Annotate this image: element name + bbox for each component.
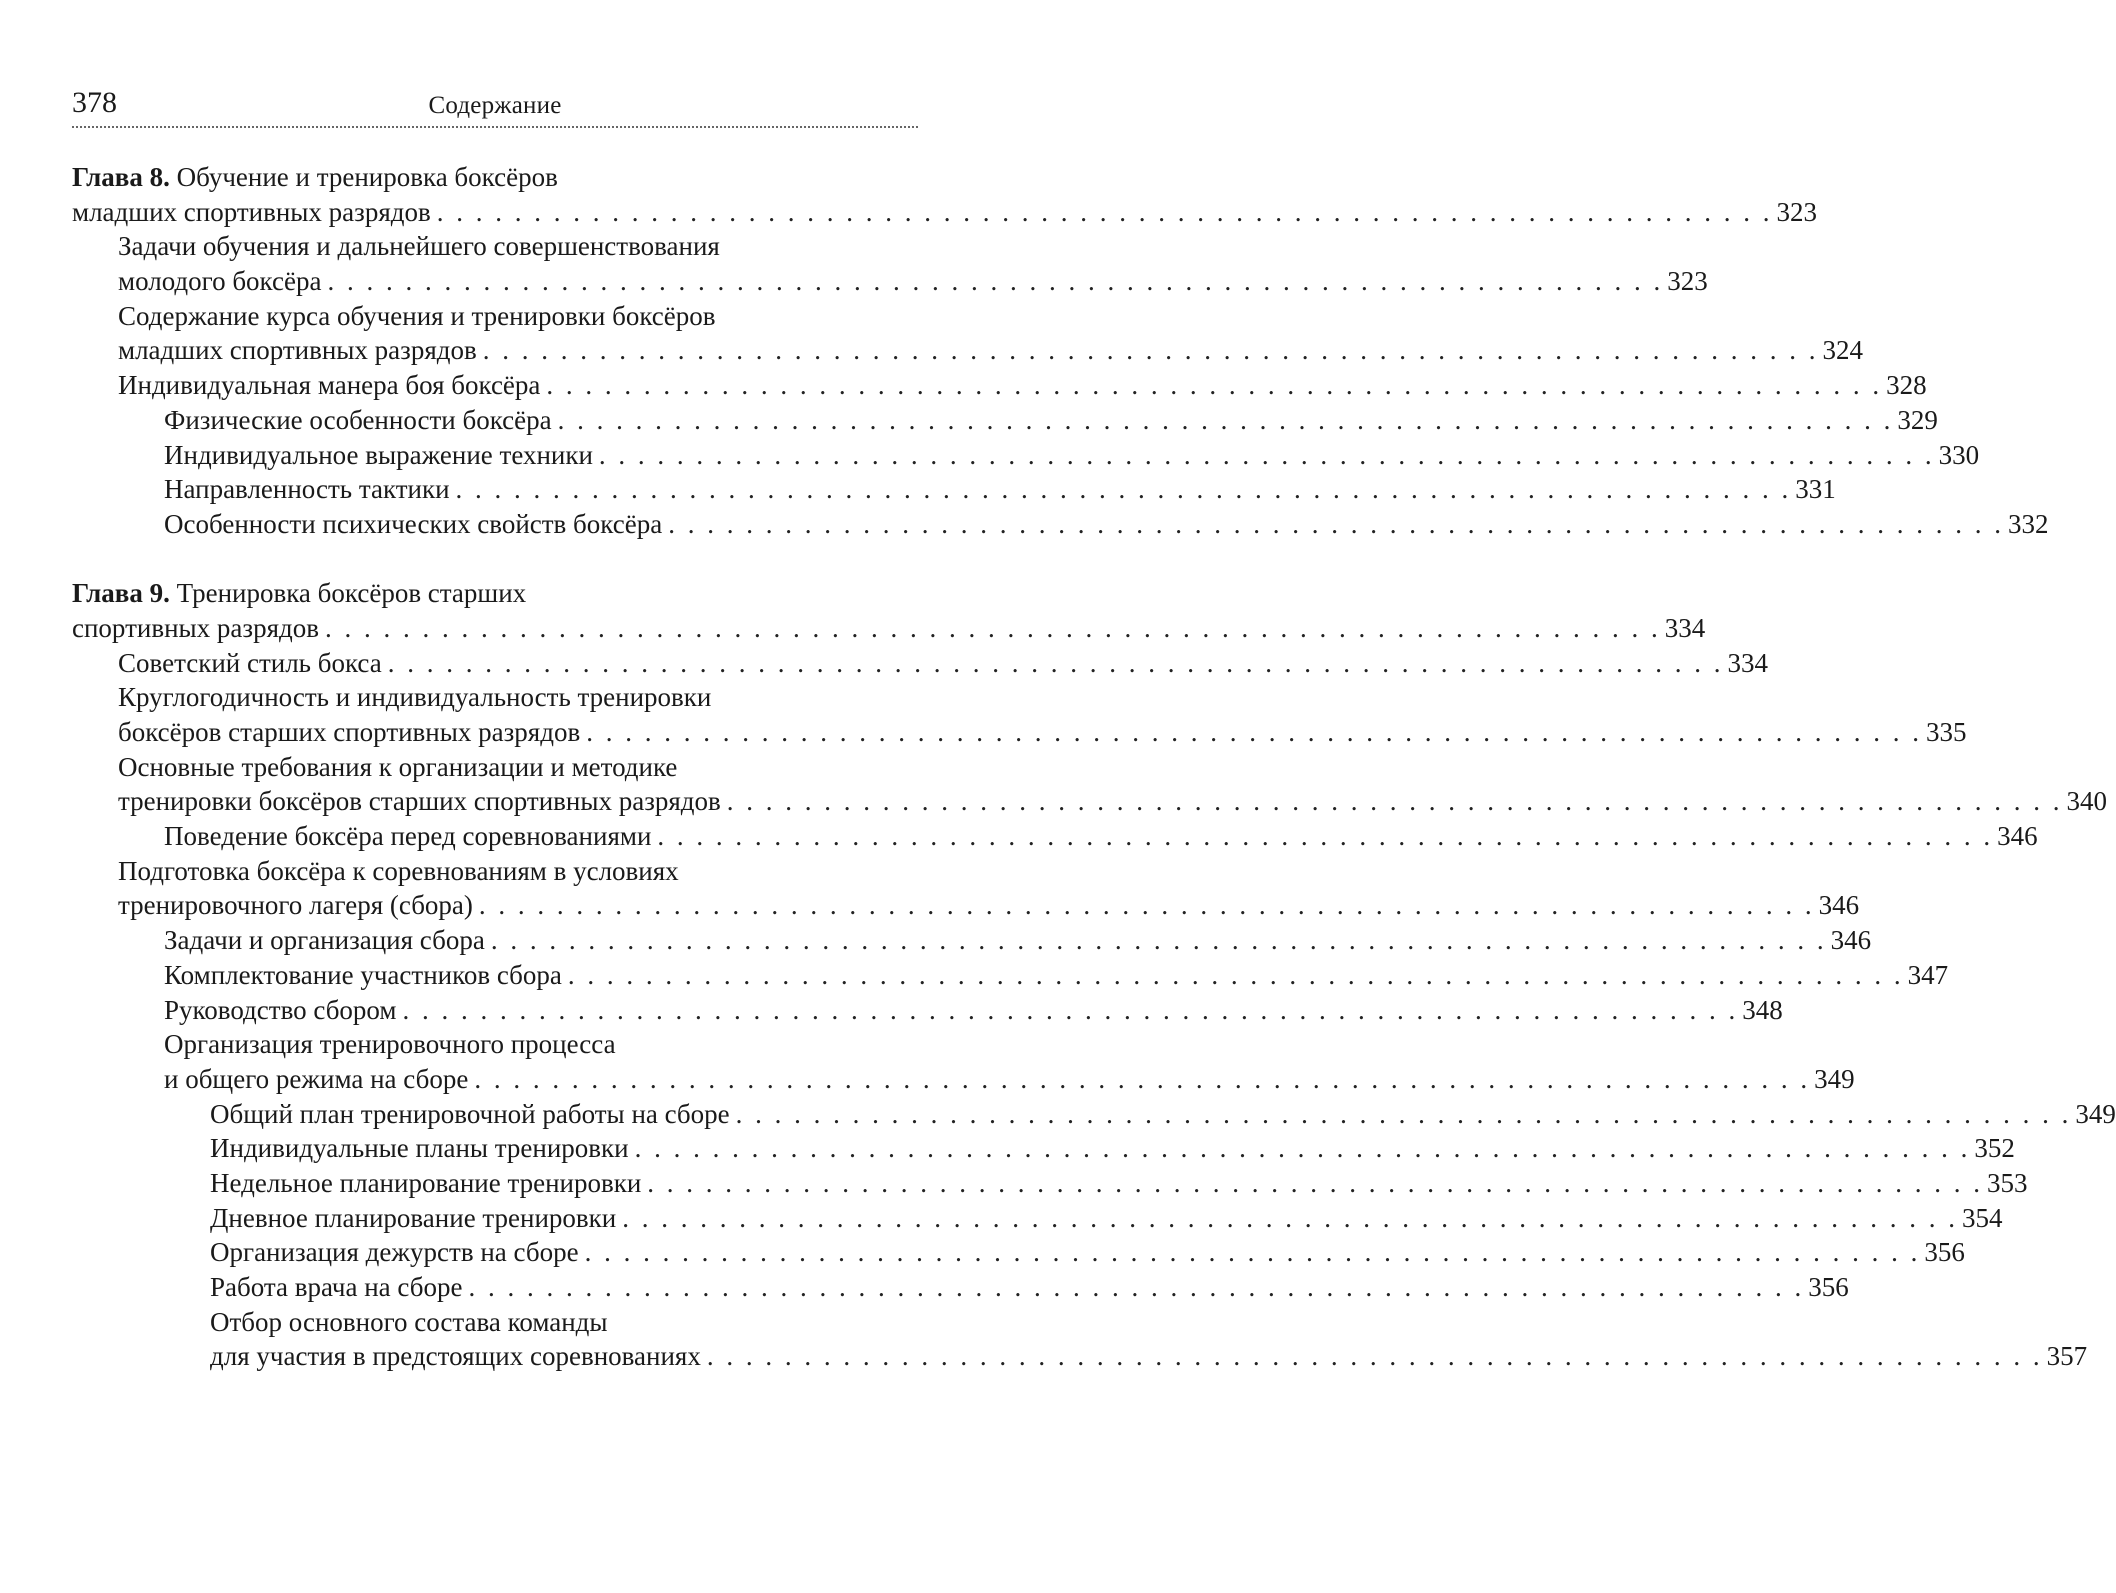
dot-leader: . . . . . . . . . . . . . . . . . . . . . . . . . . . . . . . . . . . . . . . . . . . . . . . . . . . . . . . . . . . . . . . . . . . . . — [706, 1341, 2043, 1372]
dot-leader: . . . . . . . . . . . . . . . . . . . . . . . . . . . . . . . . . . . . . . . . . . . . . . . . . . . . . . . . . . . . . . . . . . . . . — [546, 370, 1883, 401]
chapter-heading — [72, 160, 918, 195]
entry-title-line1: Организация тренировочного процесса — [164, 1029, 616, 1060]
chapter-title-line1: Обучение и тренировка боксёров — [169, 162, 558, 192]
entry-title: и общего режима на сборе — [164, 1063, 469, 1094]
entry-title: Физические особенности боксёра — [164, 404, 552, 435]
chapter-heading-cont — [72, 611, 1706, 646]
page-ref: 346 — [1830, 925, 1872, 956]
toc-entry — [72, 1062, 1855, 1097]
dot-leader: . . . . . . . . . . . . . . . . . . . . . . . . . . . . . . . . . . . . . . . . . . . . . . . . . . . . . . . . . . . . . . . . . . . . . — [327, 266, 1664, 297]
toc-entry — [72, 715, 1967, 750]
entry-title: Комплектование участников сбора — [164, 959, 562, 990]
entry-title: Индивидуальная манера боя боксёра — [118, 370, 541, 401]
toc-entry — [72, 1305, 918, 1340]
entry-title-line1: Круглогодичность и индивидуальность тренировки — [118, 682, 712, 713]
dot-leader: . . . . . . . . . . . . . . . . . . . . . . . . . . . . . . . . . . . . . . . . . . . . . . . . . . . . . . . . . . . . . . . . . . . . . — [468, 1272, 1805, 1302]
entry-title: Общий план тренировочной работы на сборе — [210, 1098, 730, 1129]
dot-leader: . . . . . . . . . . . . . . . . . . . . . . . . . . . . . . . . . . . . . . . . . . . . . . . . . . . . . . . . . . . . . . . . . . . . . — [567, 959, 1904, 990]
dot-leader: . . . . . . . . . . . . . . . . . . . . . . . . . . . . . . . . . . . . . . . . . . . . . . . . . . . . . . . . . . . . . . . . . . . . . — [634, 1133, 1971, 1164]
toc-entry — [72, 819, 2038, 854]
entry-title: Дневное планирование тренировки — [210, 1202, 617, 1233]
chapter-heading — [72, 576, 918, 611]
toc-entry — [72, 888, 1860, 923]
toc-entry — [72, 1166, 2028, 1201]
page-ref: 349 — [2075, 1098, 2116, 1129]
page-header — [72, 82, 918, 128]
toc-entry — [72, 993, 1783, 1028]
toc-entry — [72, 1097, 2116, 1132]
entry-title: Индивидуальное выражение техники — [164, 439, 593, 470]
toc-entry — [72, 958, 1949, 993]
entry-title: Задачи и организация сбора — [164, 925, 485, 956]
chapter-label: Глава 9. — [72, 578, 170, 609]
entry-title-line1: Подготовка боксёра к соревнованиям в условиях — [118, 855, 679, 886]
page-ref: 356 — [1924, 1237, 1965, 1268]
chapter-title-line2: младших спортивных разрядов — [72, 196, 431, 227]
dot-leader: . . . . . . . . . . . . . . . . . . . . . . . . . . . . . . . . . . . . . . . . . . . . . . . . . . . . . . . . . . . . . . . . . . . . . — [557, 404, 1894, 435]
chapter-spacer — [72, 542, 918, 577]
entry-title: тренировочного лагеря (сбора) — [118, 890, 473, 921]
entry-title-line1: Содержание курса обучения и тренировки боксёров — [118, 300, 716, 331]
dot-leader: . . . . . . . . . . . . . . . . . . . . . . . . . . . . . . . . . . . . . . . . . . . . . . . . . . . . . . . . . . . . . . . . . . . . . — [584, 1237, 1921, 1268]
toc-entry — [72, 403, 1938, 438]
toc-entry — [72, 299, 918, 334]
dot-leader: . . . . . . . . . . . . . . . . . . . . . . . . . . . . . . . . . . . . . . . . . . . . . . . . . . . . . . . . . . . . . . . . . . . . . — [668, 508, 2004, 539]
chapter-title — [72, 160, 558, 195]
dot-leader: . . . . . . . . . . . . . . . . . . . . . . . . . . . . . . . . . . . . . . . . . . . . . . . . . . . . . . . . . . . . . . . . . . . . . — [735, 1098, 2072, 1129]
dot-leader: . . . . . . . . . . . . . . . . . . . . . . . . . . . . . . . . . . . . . . . . . . . . . . . . . . . . . . . . . . . . . . . . . . . . . — [598, 439, 1935, 470]
entry-title-line1: Задачи обучения и дальнейшего совершенствования — [118, 231, 720, 262]
toc-entry — [72, 333, 1863, 368]
dot-leader: . . . . . . . . . . . . . . . . . . . . . . . . . . . . . . . . . . . . . . . . . . . . . . . . . . . . . . . . . . . . . . . . . . . . . — [387, 647, 1724, 678]
toc-entry — [72, 1235, 1965, 1270]
page-ref: 357 — [2046, 1341, 2088, 1372]
page-ref: 346 — [1997, 821, 2038, 852]
entry-title: Поведение боксёра перед соревнованиями — [164, 821, 652, 852]
page-ref: 356 — [1808, 1272, 1849, 1302]
page-ref: 334 — [1664, 612, 1706, 643]
page-ref: 354 — [1962, 1202, 2003, 1233]
entry-title: Советский стиль бокса — [118, 647, 382, 678]
toc-entry — [72, 750, 918, 785]
entry-title: Руководство сбором — [164, 994, 397, 1025]
page-ref: 340 — [2066, 786, 2108, 817]
toc-entry — [72, 1131, 2015, 1166]
page-ref: 332 — [2007, 508, 2049, 539]
page-ref: 329 — [1897, 404, 1938, 435]
chapter-title — [72, 576, 526, 611]
dot-leader: . . . . . . . . . . . . . . . . . . . . . . . . . . . . . . . . . . . . . . . . . . . . . . . . . . . . . . . . . . . . . . . . . . . . . — [490, 925, 1827, 956]
page-ref: 335 — [1925, 717, 1967, 747]
entry-title-line1: Отбор основного состава команды — [210, 1306, 608, 1337]
dot-leader: . . . . . . . . . . . . . . . . . . . . . . . . . . . . . . . . . . . . . . . . . . . . . . . . . . . . . . . . . . . . . . . . . . . . . — [657, 821, 1994, 852]
entry-title: тренировки боксёров старших спортивных разрядов — [118, 786, 721, 817]
page-ref: 349 — [1814, 1063, 1855, 1094]
toc-entry — [72, 229, 918, 264]
entry-title: боксёров старших спортивных разрядов — [118, 717, 581, 747]
toc-entry — [72, 854, 918, 889]
chapter-label: Глава 8. — [72, 162, 170, 192]
toc-entry — [72, 1201, 2003, 1236]
toc-entry — [72, 368, 1927, 403]
table-of-contents — [72, 160, 2116, 1374]
entry-title-line1: Основные требования к организации и методике — [118, 751, 678, 782]
toc-entry — [72, 1270, 1849, 1305]
toc-entry — [72, 1027, 918, 1062]
page-ref: 331 — [1795, 474, 1836, 505]
entry-title: Особенности психических свойств боксёра — [164, 508, 663, 539]
dot-leader: . . . . . . . . . . . . . . . . . . . . . . . . . . . . . . . . . . . . . . . . . . . . . . . . . . . . . . . . . . . . . . . . . . . . . — [402, 994, 1739, 1025]
dot-leader: . . . . . . . . . . . . . . . . . . . . . . . . . . . . . . . . . . . . . . . . . . . . . . . . . . . . . . . . . . . . . . . . . . . . . — [586, 717, 1922, 747]
page-ref: 334 — [1727, 647, 1768, 678]
dot-leader: . . . . . . . . . . . . . . . . . . . . . . . . . . . . . . . . . . . . . . . . . . . . . . . . . . . . . . . . . . . . . . . . . . . . . — [324, 612, 1661, 643]
toc-entry — [72, 1339, 2088, 1374]
chapter-title-line2: спортивных разрядов — [72, 612, 319, 643]
page-ref: 328 — [1886, 370, 1927, 401]
entry-title: молодого боксёра — [118, 266, 322, 297]
dot-leader: . . . . . . . . . . . . . . . . . . . . . . . . . . . . . . . . . . . . . . . . . . . . . . . . . . . . . . . . . . . . . . . . . . . . . — [474, 1063, 1811, 1094]
page-ref: 330 — [1938, 439, 1980, 470]
dot-leader: . . . . . . . . . . . . . . . . . . . . . . . . . . . . . . . . . . . . . . . . . . . . . . . . . . . . . . . . . . . . . . . . . . . . . — [726, 786, 2063, 817]
toc-entry — [72, 646, 1768, 681]
running-title: Содержание — [428, 92, 562, 119]
toc-entry — [72, 472, 1836, 507]
entry-title: Индивидуальные планы тренировки — [210, 1133, 629, 1164]
dot-leader: . . . . . . . . . . . . . . . . . . . . . . . . . . . . . . . . . . . . . . . . . . . . . . . . . . . . . . . . . . . . . . . . . . . . . — [478, 890, 1815, 921]
toc-entry — [72, 923, 1872, 958]
page-ref: 348 — [1742, 994, 1783, 1025]
dot-leader: . . . . . . . . . . . . . . . . . . . . . . . . . . . . . . . . . . . . . . . . . . . . . . . . . . . . . . . . . . . . . . . . . . . . . — [436, 196, 1773, 227]
page-ref: 347 — [1907, 959, 1949, 990]
dot-leader: . . . . . . . . . . . . . . . . . . . . . . . . . . . . . . . . . . . . . . . . . . . . . . . . . . . . . . . . . . . . . . . . . . . . . — [482, 335, 1819, 366]
entry-title: для участия в предстоящих соревнованиях — [210, 1341, 701, 1372]
entry-title: Работа врача на сборе — [210, 1272, 463, 1302]
chapter-title-line1: Тренировка боксёров старших — [169, 578, 527, 609]
page-ref: 323 — [1667, 266, 1708, 297]
entry-title: Направленность тактики — [164, 474, 450, 505]
dot-leader: . . . . . . . . . . . . . . . . . . . . . . . . . . . . . . . . . . . . . . . . . . . . . . . . . . . . . . . . . . . . . . . . . . . . . — [455, 474, 1792, 505]
toc-entry — [72, 507, 2049, 542]
dot-leader: . . . . . . . . . . . . . . . . . . . . . . . . . . . . . . . . . . . . . . . . . . . . . . . . . . . . . . . . . . . . . . . . . . . . . — [622, 1202, 1959, 1233]
entry-title: младших спортивных разрядов — [118, 335, 477, 366]
dot-leader: . . . . . . . . . . . . . . . . . . . . . . . . . . . . . . . . . . . . . . . . . . . . . . . . . . . . . . . . . . . . . . . . . . . . . — [647, 1167, 1984, 1198]
page-number: 378 — [72, 86, 117, 119]
page-ref: 352 — [1974, 1133, 2015, 1164]
chapter-heading-cont — [72, 195, 1817, 230]
entry-title: Недельное планирование тренировки — [210, 1167, 642, 1198]
toc-entry — [72, 264, 1708, 299]
toc-entry — [72, 784, 2108, 819]
page-ref: 353 — [1987, 1167, 2028, 1198]
page-ref: 323 — [1776, 196, 1817, 227]
entry-title: Организация дежурств на сборе — [210, 1237, 579, 1268]
page-ref: 324 — [1822, 335, 1863, 366]
toc-entry — [72, 438, 1980, 473]
toc-entry — [72, 680, 918, 715]
page-ref: 346 — [1818, 890, 1860, 921]
